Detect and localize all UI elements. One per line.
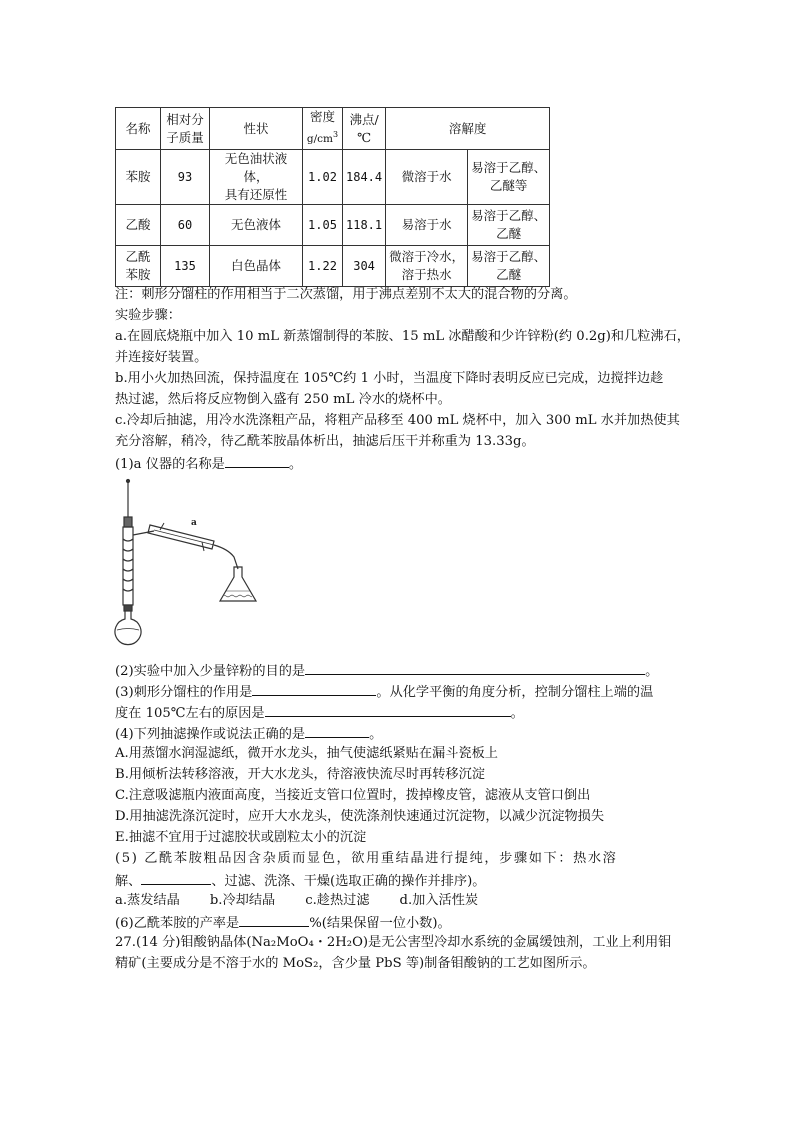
cell-boiling-point: 184.4 <box>343 150 386 205</box>
option-4E: E.抽滤不宜用于过滤胶状或剧粒太小的沉淀 <box>115 830 367 845</box>
table-row <box>116 205 550 246</box>
cell-state: 白色晶体 <box>210 246 303 287</box>
cell-name: 乙酰 苯胺 <box>116 246 161 287</box>
option-5c: c.趁热过滤 <box>305 893 370 908</box>
question-1: (1)a 仪器的名称是 。 <box>115 453 685 475</box>
header-mass: 相对分 子质量 <box>161 108 210 150</box>
cell-state: 无色液体 <box>210 205 303 246</box>
step-a-line-2: 并连接好装置。 <box>115 350 208 365</box>
question-27-line-1: 27.(14 分)钼酸钠晶体(Na₂MoO₄・2H₂O)是无公害型冷却水系统的金属缓蚀剂，工业上利用钼 <box>115 935 672 950</box>
question-4: (4)下列抽滤操作或说法正确的是 。 <box>115 723 685 745</box>
option-4C: C.注意吸滤瓶内液面高度，当接近支管口位置时，拨掉橡皮管，滤液从支管口倒出 <box>115 788 591 803</box>
answer-blank[interactable] <box>305 723 369 738</box>
option-4B: B.用倾析法转移溶液，开大水龙头，待溶液快流尽时再转移沉淀 <box>115 767 485 782</box>
cell-mass: 60 <box>161 205 210 246</box>
question-3-line-1: (3)刺形分馏柱的作用是 。从化学平衡的角度分析，控制分馏柱上端的温 <box>115 681 685 703</box>
cell-sol-water: 微溶于水 <box>386 150 468 205</box>
question-5-options <box>115 891 685 911</box>
answer-blank[interactable] <box>141 870 211 885</box>
properties-table <box>115 107 550 287</box>
option-5d: d.加入活性炭 <box>399 893 479 908</box>
answer-blank[interactable] <box>239 912 309 927</box>
cell-sol-water: 微溶于冷水， 溶于热水 <box>386 246 468 287</box>
header-density: 密度 $g/cm^3$ <box>303 108 343 150</box>
cell-density: 1.22 <box>303 246 343 287</box>
cell-name: 苯胺 <box>116 150 161 205</box>
header-solubility: 溶解度 <box>386 108 550 150</box>
option-4A: A.用蒸馏水润湿滤纸，微开水龙头，抽气使滤纸紧贴在漏斗瓷板上 <box>115 746 498 761</box>
cell-density: 1.02 <box>303 150 343 205</box>
question-2: (2)实验中加入少量锌粉的目的是 。 <box>115 660 685 682</box>
header-name: 名称 <box>116 108 161 150</box>
cell-boiling-point: 118.1 <box>343 205 386 246</box>
question-5-line-1: (5) 乙酰苯胺粗品因含杂质而显色，欲用重结晶进行提纯，步骤如下：热水溶 <box>115 851 618 866</box>
cell-mass: 135 <box>161 246 210 287</box>
question-27-line-2: 精矿(主要成分是不溶于水的 MoS₂，含少量 PbS 等)制备钼酸钠的工艺如图所示。 <box>115 956 596 971</box>
cell-state: 无色油状液体， 具有还原性 <box>210 150 303 205</box>
question-3-line-2: 度在 105℃左右的原因是 。 <box>115 702 685 724</box>
header-state: 性状 <box>210 108 303 150</box>
answer-blank[interactable] <box>305 660 645 675</box>
answer-blank[interactable] <box>225 453 289 468</box>
steps-title: 实验步骤： <box>115 308 181 323</box>
option-4D: D.用抽滤洗涤沉淀时，应开大水龙头，使洗涤剂快速通过沉淀物，以减少沉淀物损失 <box>115 809 605 824</box>
option-5b: b.冷却结晶 <box>209 893 276 908</box>
cell-sol-organic: 易溶于乙醇、 乙醚 <box>468 205 550 246</box>
step-c-line-1: c.冷却后抽滤，用冷水洗涤粗产品，将粗产品移至 400 mL 烧杯中，加入 300 mL 水并加热使其 <box>115 413 680 428</box>
step-c-line-2: 充分溶解，稍冷，待乙酰苯胺晶体析出，抽滤后压干并称重为 13.33g。 <box>115 434 535 449</box>
question-6: (6)乙酰苯胺的产率是 %(结果保留一位小数)。 <box>115 912 685 934</box>
cell-sol-organic: 易溶于乙醇、 乙醚等 <box>468 150 550 205</box>
note-line: 注：刺形分馏柱的作用相当于二次蒸馏，用于沸点差别不太大的混合物的分离。 <box>115 287 577 302</box>
step-b-line-2: 热过滤，然后将反应物倒入盛有 250 mL 冷水的烧杯中。 <box>115 392 451 407</box>
vigreux-column <box>123 527 133 605</box>
answer-blank[interactable] <box>252 681 376 696</box>
question-5-line-2: 解、 、过滤、洗涤、干燥(选取正确的操作并排序)。 <box>115 870 685 892</box>
option-5a: a.蒸发结晶 <box>115 893 180 908</box>
table-row <box>116 150 550 205</box>
cell-sol-water: 易溶于水 <box>386 205 468 246</box>
table-row <box>116 246 550 287</box>
header-boiling-point: 沸点/ ℃ <box>343 108 386 150</box>
cell-density: 1.05 <box>303 205 343 246</box>
round-bottom-flask <box>115 611 141 645</box>
distillation-apparatus-figure <box>110 477 270 652</box>
label-a: a <box>191 518 197 528</box>
step-b-line-1: b.用小火加热回流，保持温度在 105℃约 1 小时，当温度下降时表明反应已完成，边搅拌边趁 <box>115 371 664 386</box>
table-header-row <box>116 108 550 150</box>
cell-mass: 93 <box>161 150 210 205</box>
cell-sol-organic: 易溶于乙醇、 乙醚 <box>468 246 550 287</box>
cell-boiling-point: 304 <box>343 246 386 287</box>
cell-name: 乙酸 <box>116 205 161 246</box>
answer-blank[interactable] <box>265 702 511 717</box>
step-a-line-1: a.在圆底烧瓶中加入 10 mL 新蒸馏制得的苯胺、15 mL 冰醋酸和少许锌粉(约 0.2g)和几粒沸石， <box>115 329 690 344</box>
